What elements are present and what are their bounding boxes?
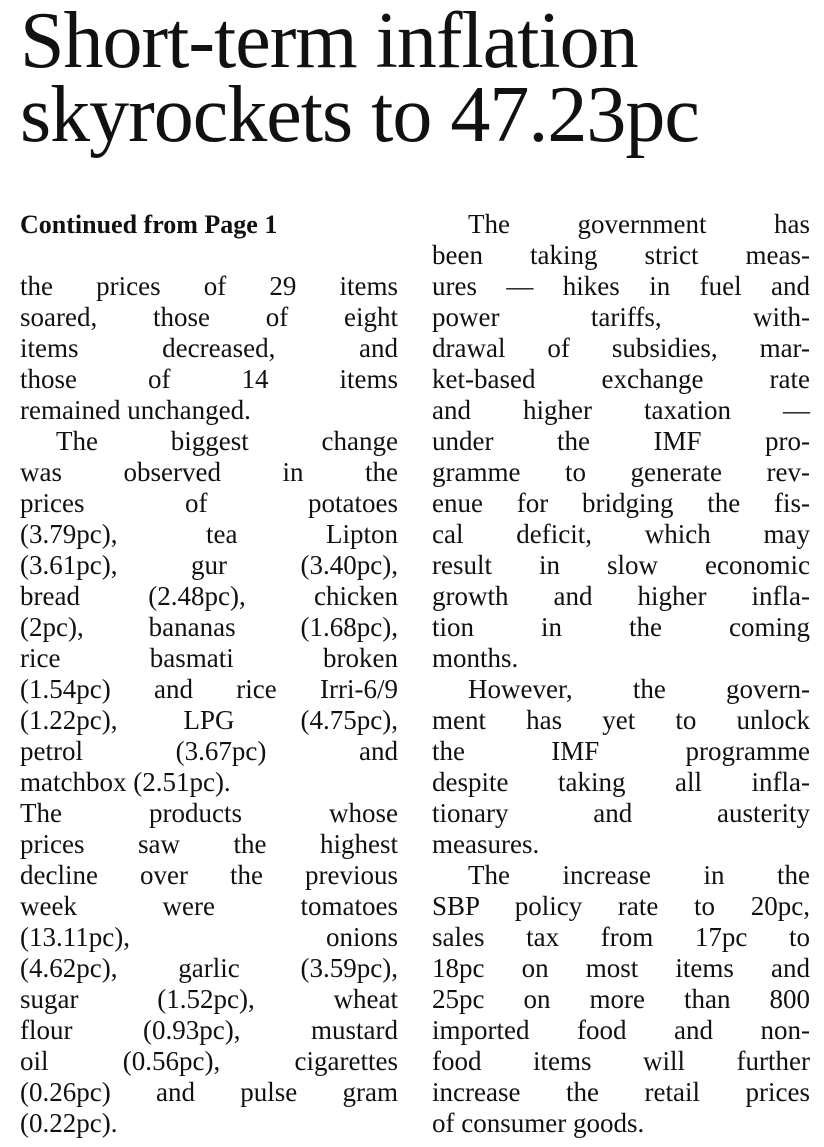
text-line: remained unchanged. — [20, 395, 251, 425]
spacer — [20, 240, 398, 271]
headline-line: skyrockets to 47.23pc — [20, 71, 699, 159]
text-line: months. — [432, 643, 519, 673]
text-line: drawal of subsidies, mar- — [432, 333, 810, 363]
text-line: power tariffs, with- — [432, 302, 810, 332]
text-line: week were tomatoes — [20, 891, 398, 921]
text-line: under the IMF pro- — [432, 426, 810, 456]
text-line: the IMF programme — [432, 736, 810, 766]
text-line: growth and higher infla- — [432, 581, 810, 611]
text-line: cal deficit, which may — [432, 519, 810, 549]
text-line: (4.62pc), garlic (3.59pc), — [20, 953, 398, 983]
text-line: ket-based exchange rate — [432, 364, 810, 394]
article-column-right — [432, 209, 810, 1139]
text-line: was observed in the — [20, 457, 398, 487]
headline — [20, 0, 699, 159]
text-line: (3.61pc), gur (3.40pc), — [20, 550, 398, 580]
text-line: petrol (3.67pc) and — [20, 736, 398, 766]
text-line: The increase in the — [468, 860, 810, 890]
text-line: prices of potatoes — [20, 488, 398, 518]
text-line: flour (0.93pc), mustard — [20, 1015, 398, 1045]
article-column-left — [20, 209, 398, 1139]
text-line: SBP policy rate to 20pc, — [432, 891, 810, 921]
text-line: The biggest change — [56, 426, 398, 456]
text-line: decline over the previous — [20, 860, 398, 890]
text-line: bread (2.48pc), chicken — [20, 581, 398, 611]
headline-line: Short-term inflation — [20, 0, 638, 85]
text-line: 18pc on most items and — [432, 953, 810, 983]
text-line: prices saw the highest — [20, 829, 398, 859]
text-line: soared, those of eight — [20, 302, 398, 332]
text-line: tionary and austerity — [432, 798, 810, 828]
text-line: sugar (1.52pc), wheat — [20, 984, 398, 1014]
text-line: been taking strict meas- — [432, 240, 810, 270]
text-line: despite taking all infla- — [432, 767, 810, 797]
text-line: The government has — [468, 209, 810, 239]
text-line: (3.79pc), tea Lipton — [20, 519, 398, 549]
text-line: ures — hikes in fuel and — [432, 271, 810, 301]
text-line: food items will further — [432, 1046, 810, 1076]
text-line: the prices of 29 items — [20, 271, 398, 301]
text-line: (2pc), bananas (1.68pc), — [20, 612, 398, 642]
text-line: measures. — [432, 829, 540, 859]
text-line: rice basmati broken — [20, 643, 398, 673]
text-line: The products whose — [20, 798, 398, 828]
text-line: (13.11pc), onions — [20, 922, 398, 952]
text-line: oil (0.56pc), cigarettes — [20, 1046, 398, 1076]
text-line: However, the govern- — [468, 674, 810, 704]
text-line: and higher taxation — — [432, 395, 810, 425]
text-line: (0.22pc). — [20, 1108, 118, 1138]
text-line: sales tax from 17pc to — [432, 922, 810, 952]
continued-from-label: Continued from Page 1 — [20, 210, 278, 239]
text-line: items decreased, and — [20, 333, 398, 363]
text-line: increase the retail prices — [432, 1077, 810, 1107]
text-line: those of 14 items — [20, 364, 398, 394]
text-line: matchbox (2.51pc). — [20, 767, 231, 797]
text-line: ment has yet to unlock — [432, 705, 810, 735]
text-line: (1.54pc) and rice Irri-6/9 — [20, 674, 398, 704]
text-line: of consumer goods. — [432, 1108, 645, 1138]
text-line: tion in the coming — [432, 612, 810, 642]
text-line: enue for bridging the fis- — [432, 488, 810, 518]
text-line: result in slow economic — [432, 550, 810, 580]
text-line: (0.26pc) and pulse gram — [20, 1077, 398, 1107]
text-line: gramme to generate rev- — [432, 457, 810, 487]
text-line: imported food and non- — [432, 1015, 810, 1045]
text-line: 25pc on more than 800 — [432, 984, 810, 1014]
text-line: (1.22pc), LPG (4.75pc), — [20, 705, 398, 735]
